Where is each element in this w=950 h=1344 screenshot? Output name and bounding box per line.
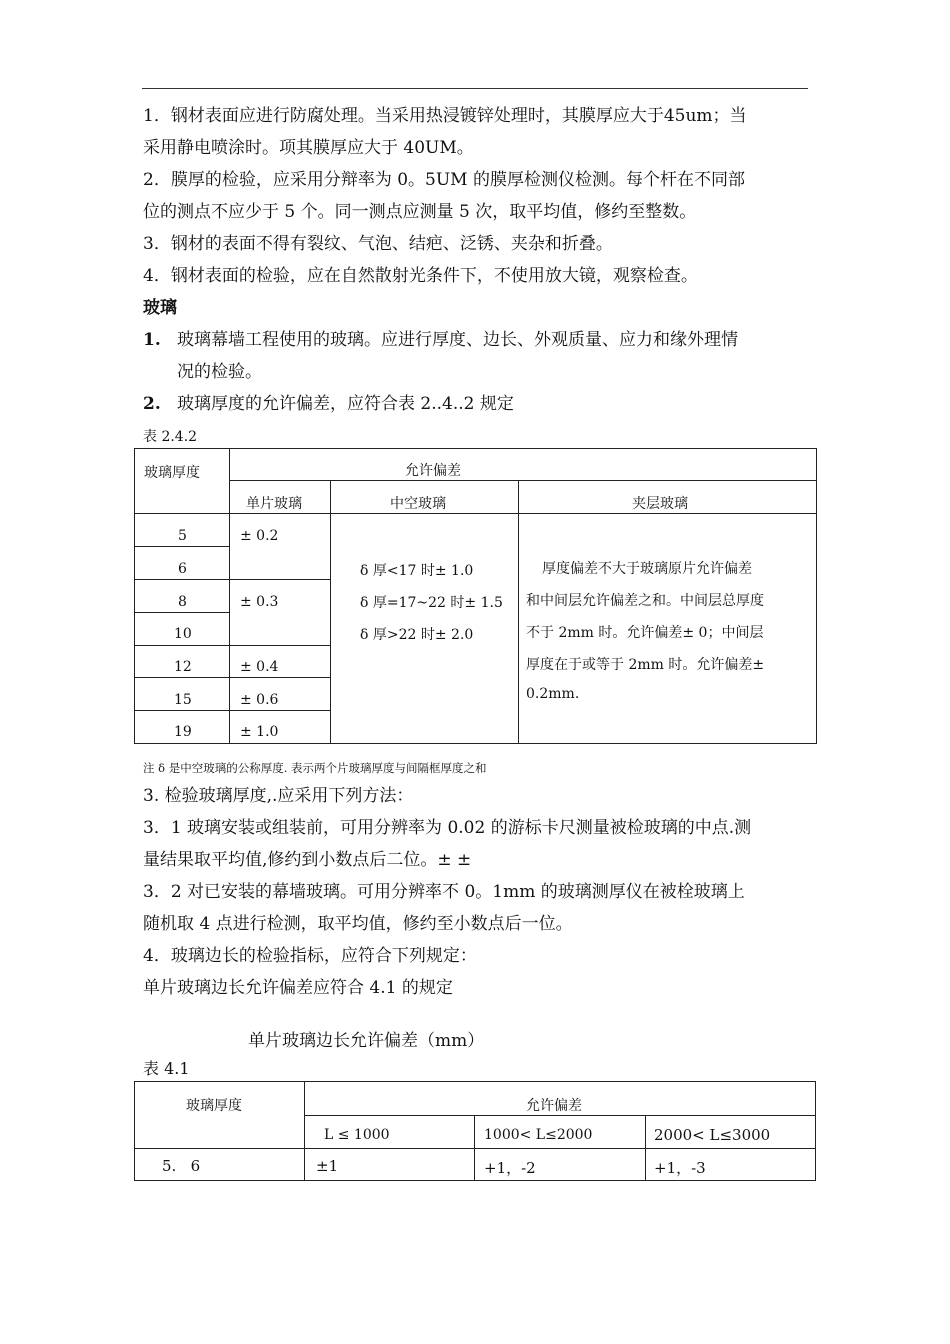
laminated-cell-line: 不于 2mm 时。允许偏差± 0；中间层 <box>526 625 764 641</box>
col-laminated-header: 夹层玻璃 <box>632 496 688 512</box>
table-41-caption: 表 4.1 <box>143 1059 190 1078</box>
thickness-cell: 10 <box>174 626 192 642</box>
range-header: L ≤ 1000 <box>324 1127 390 1143</box>
laminated-cell-line: 和中间层允许偏差之和。中间层总厚度 <box>526 593 764 609</box>
col-tolerance-header: 允许偏差 <box>405 463 461 479</box>
col-thickness-header: 玻璃厚度 <box>144 465 200 481</box>
steel-line-5: 3．钢材的表面不得有裂纹、气泡、结疤、泛锈、夹杂和折叠。 <box>143 234 613 254</box>
row-thickness: 5. 6 <box>162 1157 201 1175</box>
range-header: 2000< L≤3000 <box>654 1126 771 1144</box>
method-line-2: 3．1 玻璃安装或组装前，可用分辨率为 0.02 的游标卡尺测量被检玻璃的中点.测 <box>143 818 752 838</box>
single-cell: ± 0.3 <box>240 594 279 610</box>
glass-heading: 玻璃 <box>143 298 177 318</box>
thickness-cell: 8 <box>178 594 187 610</box>
row-value: +1，-3 <box>654 1159 706 1177</box>
table-242 <box>134 448 817 744</box>
thickness-cell: 12 <box>174 659 192 675</box>
row-value: +1，-2 <box>484 1159 536 1177</box>
steel-line-2: 采用静电喷涂时。项其膜厚应大于 40UM。 <box>143 138 474 158</box>
steel-line-3: 2．膜厚的检验，应采用分辩率为 0。5UM 的膜厚检测仪检测。每个杆在不同部 <box>143 170 745 190</box>
method-line-3: 量结果取平均值,修约到小数点后二位。± ± <box>143 850 472 870</box>
laminated-cell-line: 0.2mm. <box>526 686 580 702</box>
laminated-cell-line: 厚度偏差不大于玻璃原片允许偏差 <box>542 561 752 577</box>
method-line-4: 3．2 对已安装的幕墙玻璃。可用分辨率不 0。1mm 的玻璃测厚仪在被栓玻璃上 <box>143 882 745 902</box>
thickness-cell: 19 <box>174 724 192 740</box>
single-cell: ± 0.4 <box>240 659 279 675</box>
col-hollow-header: 中空玻璃 <box>390 496 446 512</box>
col-single-header: 单片玻璃 <box>246 496 302 512</box>
table-41 <box>134 1081 816 1181</box>
method-line-5: 随机取 4 点进行检测，取平均值，修约至小数点后一位。 <box>143 914 573 934</box>
row-value: ±1 <box>316 1157 339 1175</box>
hollow-cell: δ 厚>22 时± 2.0 <box>360 627 474 643</box>
method-line-7: 单片玻璃边长允许偏差应符合 4.1 的规定 <box>143 978 453 998</box>
thickness-cell: 5 <box>178 528 187 544</box>
single-cell: ± 0.2 <box>240 528 279 544</box>
item-1-text: 玻璃幕墙工程使用的玻璃。应进行厚度、边长、外观质量、应力和缘外理情 <box>177 330 738 350</box>
item-2-text: 玻璃厚度的允许偏差，应符合表 2..4..2 规定 <box>177 394 514 414</box>
thickness-cell: 6 <box>178 561 187 577</box>
steel-line-1: 1．钢材表面应进行防腐处理。当采用热浸镀锌处理时，其膜厚应大于45um；当 <box>143 106 747 126</box>
hollow-cell: δ 厚<17 时± 1.0 <box>360 563 474 579</box>
header-rule <box>142 88 808 89</box>
table-242-caption: 表 2.4.2 <box>143 429 198 445</box>
steel-line-4: 位的测点不应少于 5 个。同一测点应测量 5 次，取平均值，修约至整数。 <box>143 202 697 222</box>
range-header: 1000< L≤2000 <box>484 1127 593 1143</box>
thickness-cell: 15 <box>174 692 192 708</box>
col-thickness-header: 玻璃厚度 <box>186 1098 242 1114</box>
glass-item-2 <box>143 393 514 415</box>
item-2-number: 2. <box>143 394 161 414</box>
table-242-note: 注 δ 是中空玻璃的公称厚度. 表示两个片玻璃厚度与间隔框厚度之和 <box>143 761 487 775</box>
table-41-title: 单片玻璃边长允许偏差（mm） <box>248 1031 485 1051</box>
glass-item-1 <box>143 329 738 351</box>
method-line-1: 3. 检验玻璃厚度,.应采用下列方法： <box>143 786 414 806</box>
steel-line-6: 4．钢材表面的检验，应在自然散射光条件下，不使用放大镜，观察检查。 <box>143 266 698 286</box>
item-1-number: 1. <box>143 330 161 350</box>
single-cell: ± 0.6 <box>240 692 279 708</box>
single-cell: ± 1.0 <box>240 724 279 740</box>
glass-item-1-cont: 况的检验。 <box>177 362 262 382</box>
hollow-cell: δ 厚=17~22 时± 1.5 <box>360 595 503 611</box>
method-line-6: 4．玻璃边长的检验指标，应符合下列规定： <box>143 946 477 966</box>
laminated-cell-line: 厚度在于或等于 2mm 时。允许偏差± <box>526 657 765 673</box>
col-tolerance-header: 允许偏差 <box>526 1098 582 1114</box>
